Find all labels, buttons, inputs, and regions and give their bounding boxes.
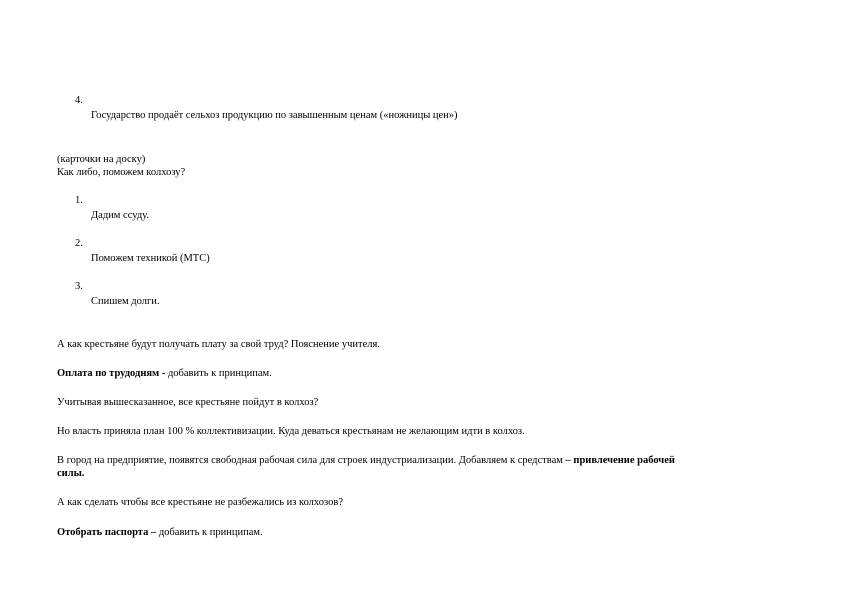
question-text: Как либо, поможем колхозу? [57,167,186,178]
paragraph [57,467,84,480]
list-number: 4. [75,95,83,106]
list-number: 2. [75,238,83,249]
list-number: 1. [75,195,83,206]
paragraph-text: добавить к принципам. [156,527,263,538]
list-item-text: Государство продаёт сельхоз продукцию по завышенным ценам («ножницы цен») [91,110,458,121]
list-number: 3. [75,281,83,292]
paragraph: Учитывая вышесказанное, все крестьяне пойдут в колхоз? [57,397,319,408]
paragraph: Но власть приняла план 100 % коллективизации. Куда деваться крестьянам не желающим идти в колхоз. [57,426,525,437]
paragraph: А как крестьяне будут получать плату за свой труд? Пояснение учителя. [57,339,380,350]
list-item-text: Дадим ссуду. [91,210,149,221]
paragraph-text: добавить к принципам. [165,368,272,379]
note-text: (карточки на доску) [57,154,146,165]
bold-text: силы. [57,468,85,479]
paragraph [57,526,263,539]
paragraph [57,454,675,467]
bold-text: – привлечение рабочей [565,455,675,466]
paragraph-text: В город на предприятие, появятся свободная рабочая сила для строек индустриализации. Добавляем к средствам [57,455,566,466]
bold-text: Оплата по трудодням - [57,368,166,379]
list-item-text: Спишем долги. [91,296,160,307]
paragraph: А как сделать чтобы все крестьяне не разбежались из колхозов? [57,497,343,508]
bold-text: Отобрать паспорта – [57,527,157,538]
list-item-text: Поможем техникой (МТС) [91,253,210,264]
paragraph [57,367,272,380]
